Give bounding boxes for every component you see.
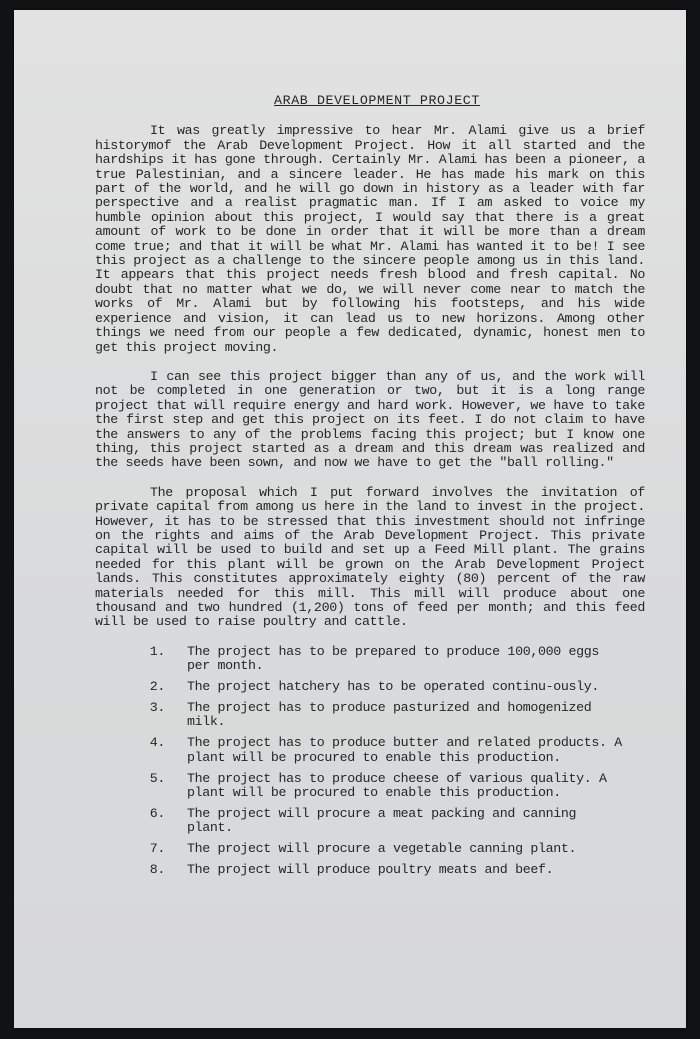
paragraph-3: The proposal which I put forward involves the invitation of private capital from among us here in the land to invest in the project. However, it has to be stressed that this investment should not infringe on the rights and aims of the Arab Development Project. This private capital will be used to build and set up a Feed Mill plant. The grains needed for this plant will be grown on the Arab Development Project lands. This constitutes approximately eighty (80) percent of the raw materials needed for this mill. This mill will produce about one thousand and two hundred (1,200) tons of feed per month; and this feed will be used to raise poultry and cattle.	[95, 484, 645, 630]
list-item	[95, 863, 645, 877]
list-item-text: The project hatchery has to be operated continu-ously.	[187, 679, 599, 695]
list-item-number: 5.	[149, 770, 165, 786]
list-item-text: The project has to produce butter and related products. A plant will be procured to enable this production.	[187, 735, 622, 765]
list-item-number: 3.	[149, 700, 165, 716]
document-body	[95, 94, 645, 884]
list-item-text: The project has to produce cheese of various quality. A plant will be procured to enable this production.	[187, 770, 607, 801]
list-item	[95, 842, 645, 856]
list-item-text: The project will produce poultry meats and beef.	[187, 862, 554, 878]
list-item-text: The project will procure a meat packing and canning plant.	[187, 805, 577, 836]
list-item-number: 4.	[149, 735, 165, 751]
list-item-number: 6.	[149, 805, 165, 821]
list-item-text: The project will procure a vegetable canning plant.	[187, 841, 577, 857]
list-item	[95, 701, 645, 730]
list-item	[95, 645, 645, 674]
list-item	[95, 807, 645, 836]
paragraph-1: It was greatly impressive to hear Mr. Alami give us a brief historymof the Arab Development Project. How it all started and the hardships it has gone through. Certainly Mr. Alami has been a pioneer, a true Palestinian, and a sincere leader. He has made his mark on this part of the world, and he will go down in history as a leader with far perspective and a realist pragmatic man. If I am asked to voice my humble opinion about this project, I would say that there is a great amount of work to be done in order that it will be more than a dream come true; and that it will be what Mr. Alami has wanted it to be! I see this project as a challenge to the sincere people among us in this land. It appears that this project needs fresh blood and fresh capital. No doubt that no matter what we do, we will never come near to match the works of Mr. Alami but by following his footsteps, and his wide experience and vision, it can lead us to new horizons. Among other things we need from our people a few dedicated, dynamic, honest men to get this project moving.	[95, 123, 645, 355]
list-item	[95, 772, 645, 801]
list-item	[95, 736, 645, 765]
paragraph-2: I can see this project bigger than any of us, and the work will not be completed in one generation or two, but it is a long range project that will require energy and hard work. However, we have to take the first step and get this project on its feet. I do not claim to have the answers to any of the problems facing this project; but I know one thing, this project started as a dream and this dream was realized and the seeds have been sown, and now we have to get the "ball rolling."	[95, 368, 645, 471]
list-item-number: 2.	[149, 679, 165, 695]
list-item	[95, 680, 645, 694]
list-item-number: 8.	[149, 862, 165, 878]
list-item-text: The project has to produce pasturized and homogenized milk.	[187, 700, 592, 730]
numbered-list	[95, 645, 645, 878]
document-title: ARAB DEVELOPMENT PROJECT	[274, 93, 480, 108]
list-item-text: The project has to be prepared to produce 100,000 eggs per month.	[187, 643, 599, 674]
list-item-number: 7.	[149, 841, 165, 857]
list-item-number: 1.	[149, 643, 165, 659]
